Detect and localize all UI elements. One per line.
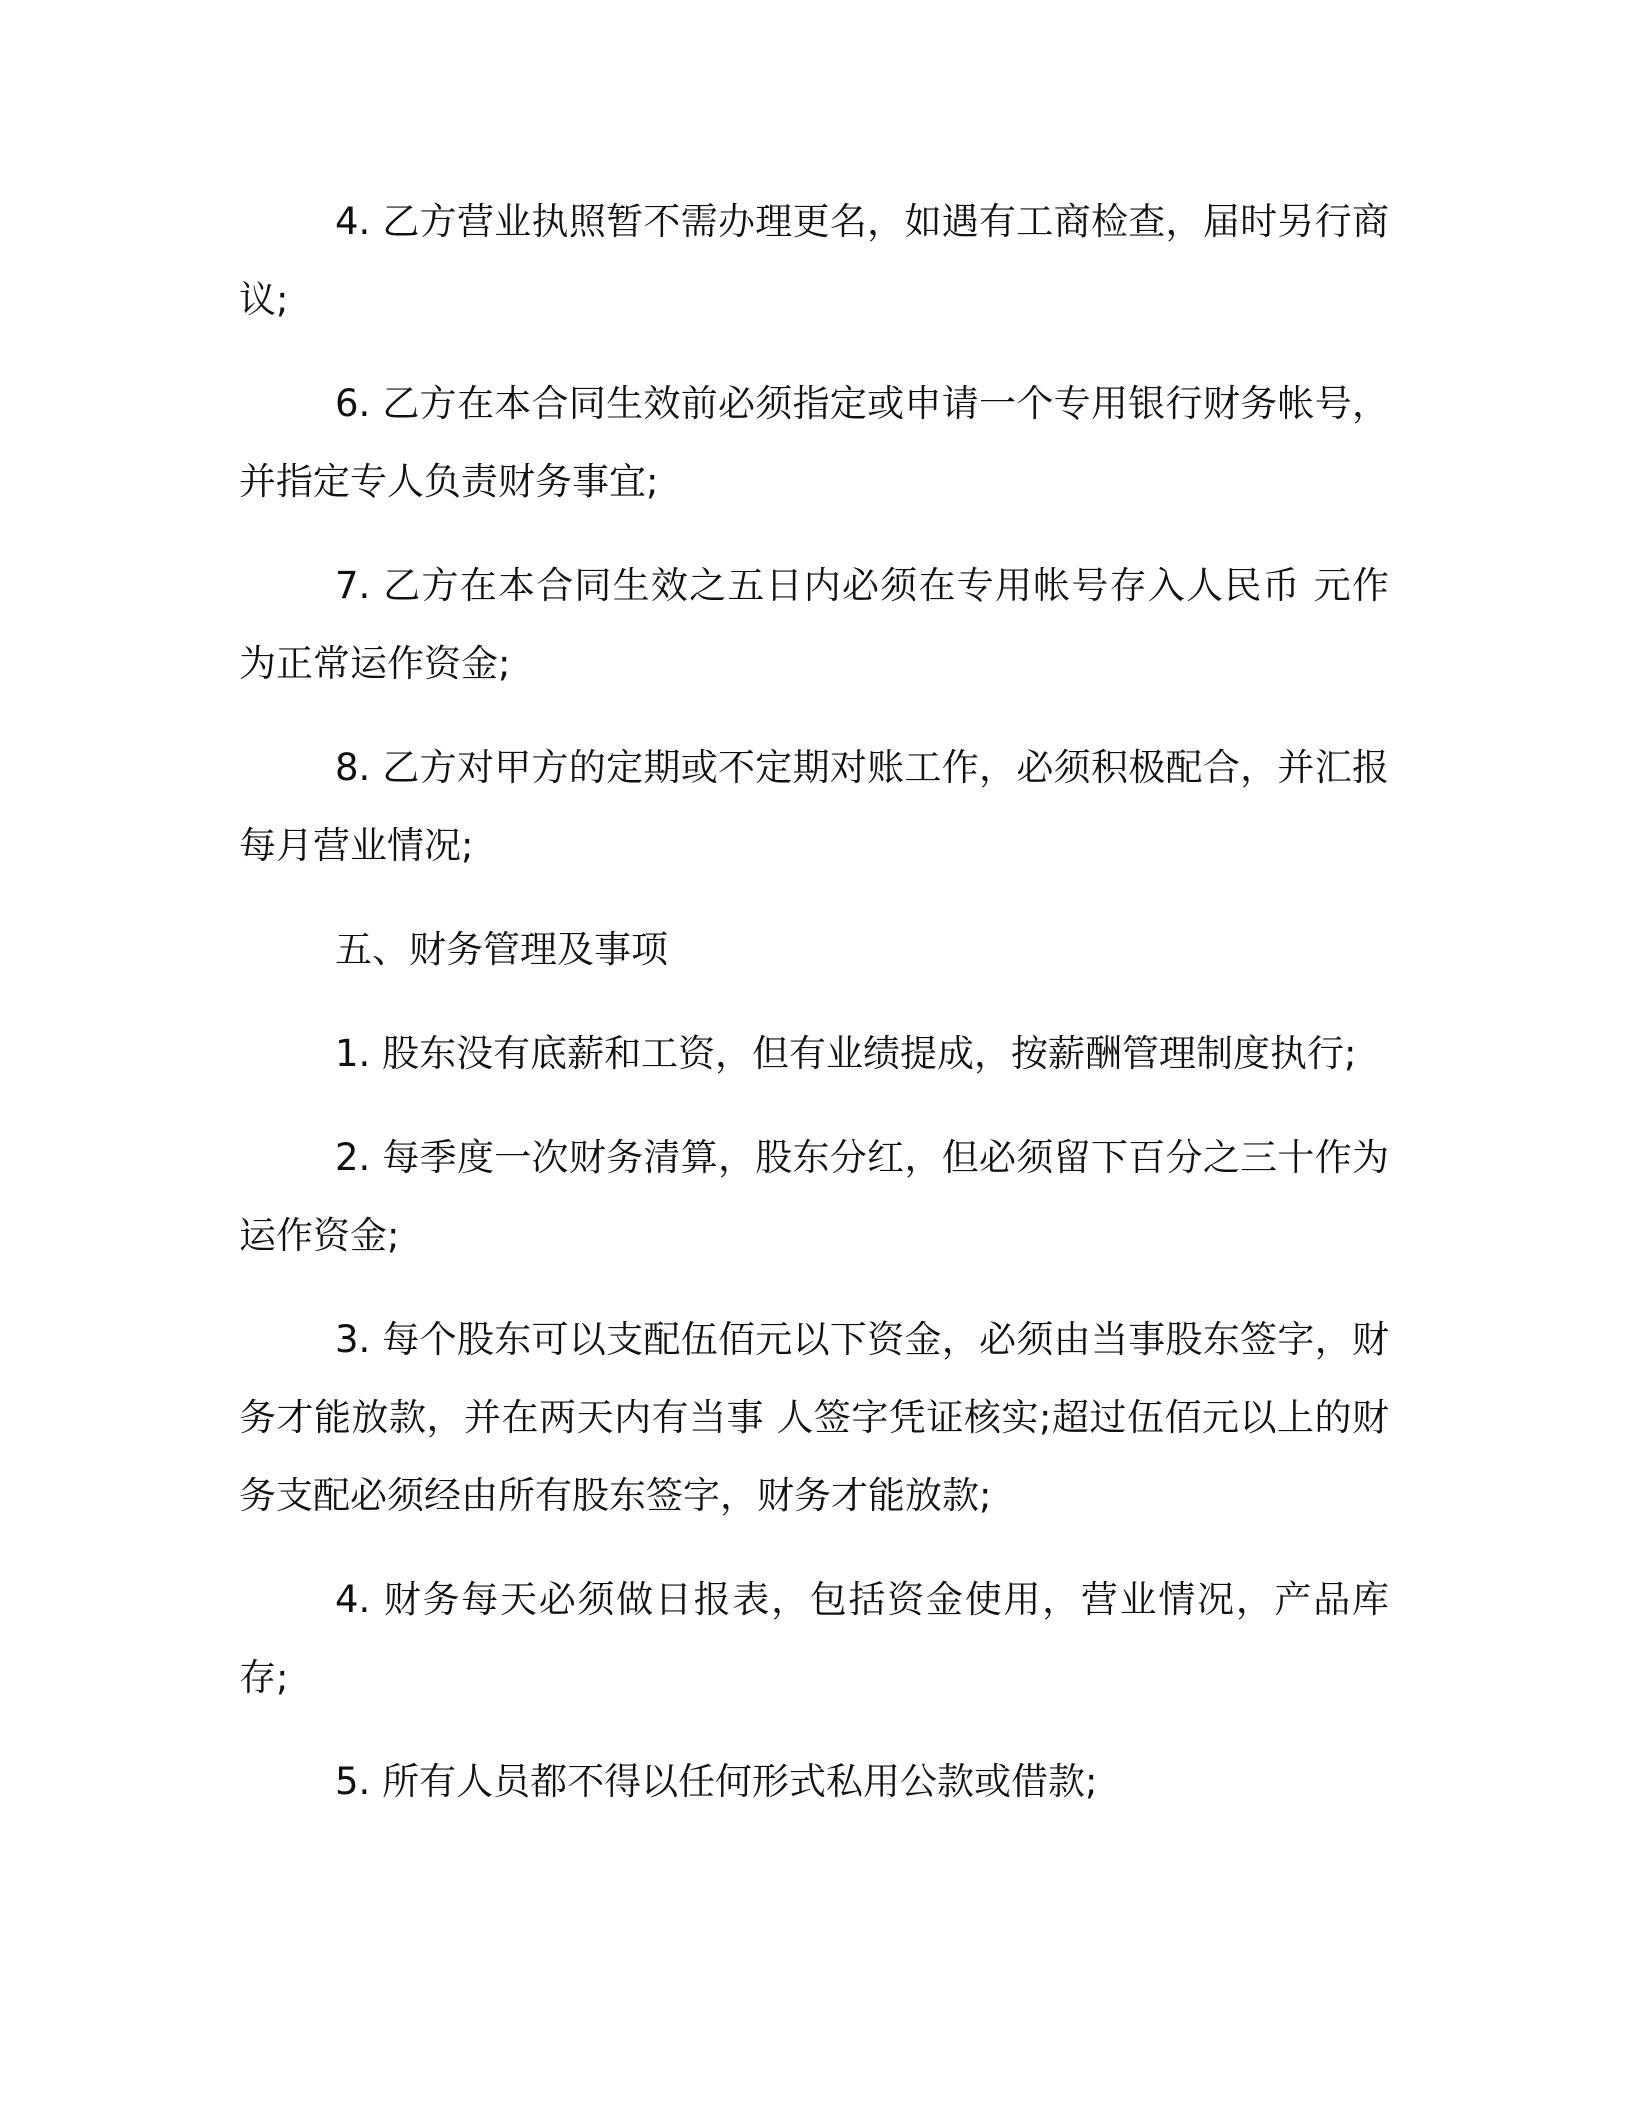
clause-4-business-license: 4. 乙方营业执照暂不需办理更名，如遇有工商检查，届时另行商议;: [239, 200, 1389, 321]
finance-item-5-no-misuse: 5. 所有人员都不得以任何形式私用公款或借款;: [335, 1760, 1098, 1803]
clause-8-reconciliation: 8. 乙方对甲方的定期或不定期对账工作，必须积极配合，并汇报每月营业情况;: [239, 746, 1389, 867]
finance-item-2-settlement: 2. 每季度一次财务清算，股东分红，但必须留下百分之三十作为运作资金;: [239, 1136, 1389, 1257]
finance-item-4-daily-report: 4. 财务每天必须做日报表，包括资金使用，营业情况，产品库存;: [239, 1578, 1389, 1699]
clause-7-operating-funds: 7. 乙方在本合同生效之五日内必须在专用帐号存入人民币 元作为正常运作资金;: [239, 564, 1389, 685]
finance-item-1-salary: 1. 股东没有底薪和工资，但有业绩提成，按薪酬管理制度执行;: [335, 1032, 1357, 1075]
clause-6-bank-account: 6. 乙方在本合同生效前必须指定或申请一个专用银行财务帐号，并指定专人负责财务事宜;: [239, 382, 1389, 503]
section-heading-finance: 五、财务管理及事项: [335, 928, 668, 971]
document-body: [239, 183, 1389, 1821]
finance-item-3-spending-authority: 3. 每个股东可以支配伍佰元以下资金，必须由当事股东签字，财务才能放款，并在两天内有当事 人签字凭证核实;超过伍佰元以上的财务支配必须经由所有股东签字，财务才能放款;: [239, 1318, 1389, 1517]
